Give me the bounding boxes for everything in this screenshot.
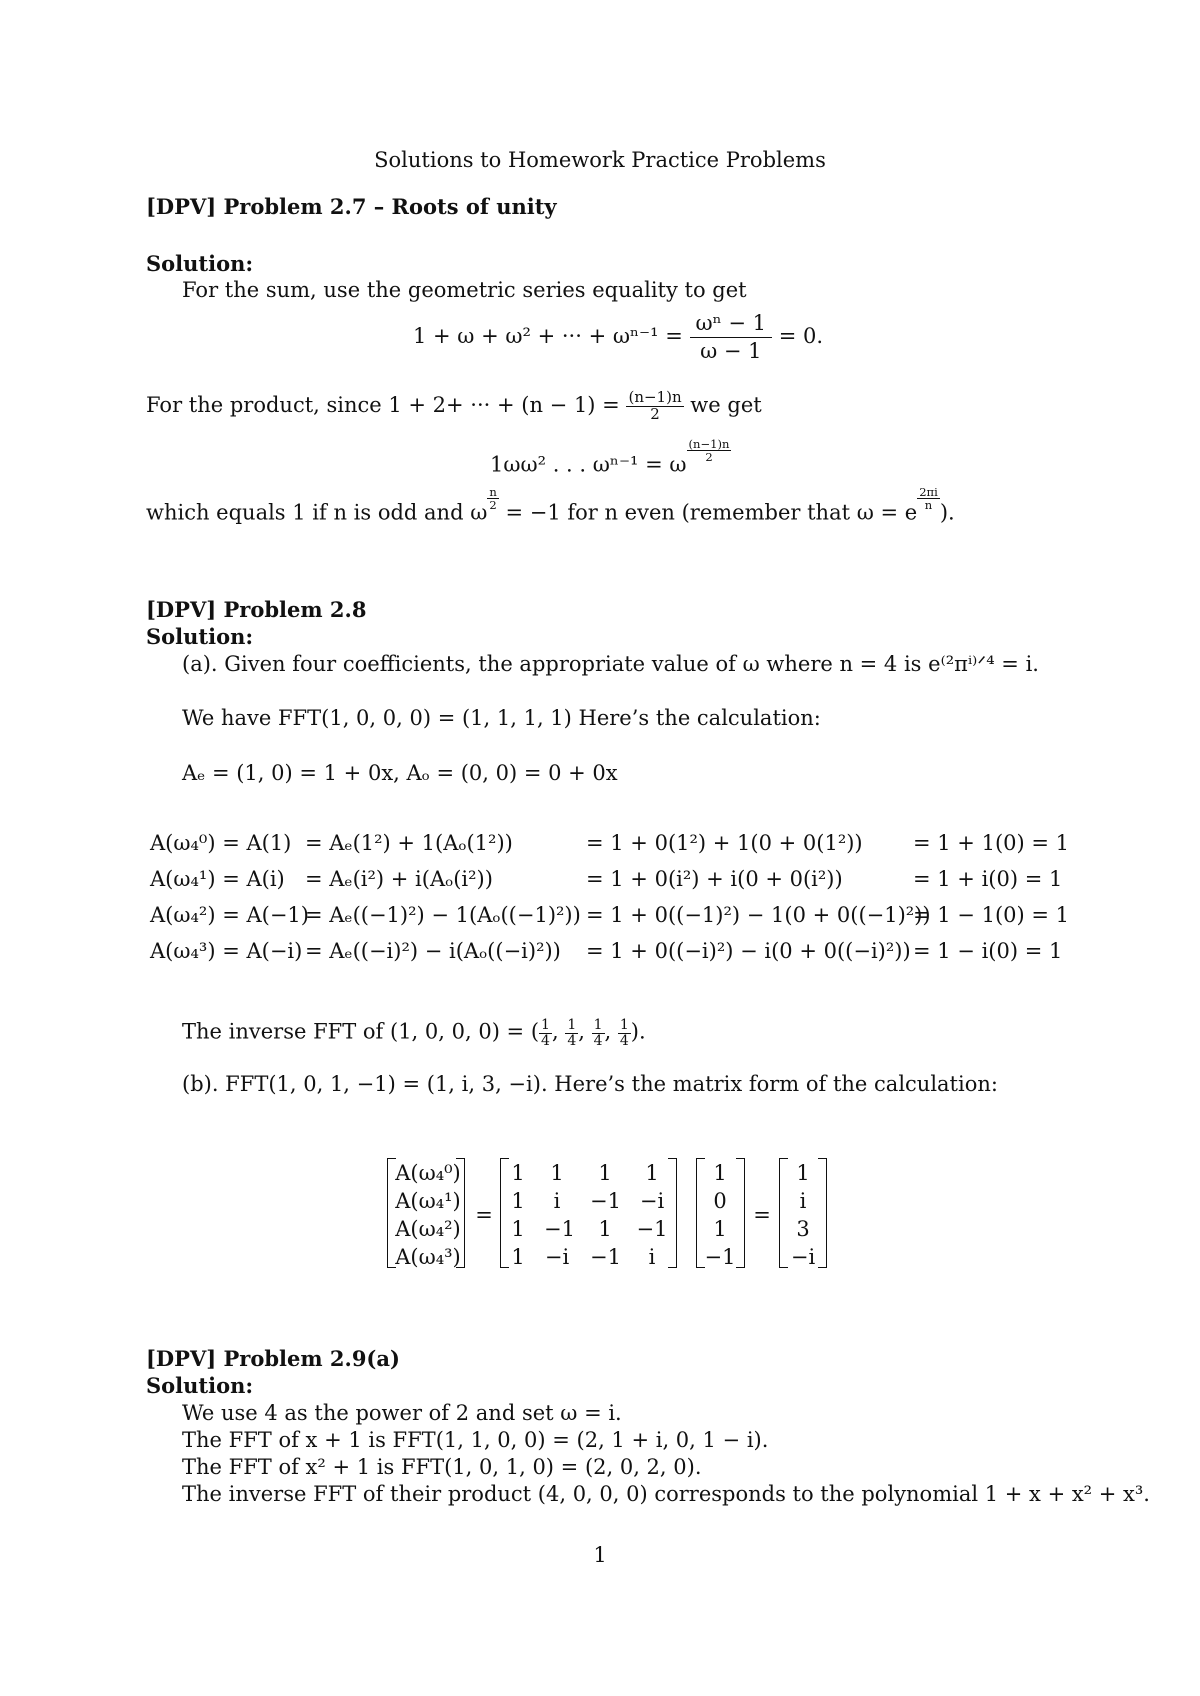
calc-cell: = Aₑ((−1)²) − 1(Aₒ((−1)²)) [305, 903, 581, 927]
vector-cell: −1 [704, 1245, 736, 1269]
problem-2-9-heading: [DPV] Problem 2.9(a) [146, 1346, 400, 1371]
part-b-line: (b). FFT(1, 0, 1, −1) = (1, i, 3, −i). Here’s the matrix form of the calculation: [182, 1072, 998, 1096]
matrix-lhs-cell: A(ω₄¹) [395, 1189, 461, 1213]
problem-2-8-solution-label: Solution: [146, 624, 254, 649]
matrix-cell: 1 [511, 1245, 525, 1269]
quarter-fraction [618, 1018, 631, 1048]
problem-2-7-solution-label: Solution: [146, 251, 254, 276]
product-intro-numerator: (n−1)n [628, 388, 682, 406]
which-equals-b: = −1 for n even (remember that ω = e [505, 500, 918, 525]
calc-cell: = Aₑ((−i)²) − i(Aₒ((−i)²)) [305, 939, 561, 963]
sum-lhs: 1 + ω + ω² + ··· + ωⁿ⁻¹ = [413, 324, 683, 348]
quarter-fraction [592, 1018, 605, 1048]
matrix-cell: 1 [511, 1161, 525, 1185]
part-a-line: (a). Given four coefficients, the appropriate value of ω where n = 4 is e⁽²πⁱ⁾ᐟ⁴ = i. [182, 652, 1039, 676]
product-intro-fraction [626, 390, 683, 423]
which-equals-line [146, 486, 955, 524]
calc-cell: = 1 − 1(0) = 1 [913, 903, 1069, 927]
right-bracket [456, 1158, 465, 1268]
calc-cell: A(ω₄³) = A(−i) [150, 939, 303, 963]
which-exponent2-fraction [917, 486, 940, 511]
vector-cell: 1 [713, 1161, 727, 1185]
fraction-denominator: 4 [619, 1032, 629, 1049]
product-intro-denominator: 2 [650, 404, 660, 423]
result-cell: 3 [796, 1217, 810, 1241]
vector-cell: 0 [713, 1189, 727, 1213]
quarter-fraction [539, 1018, 552, 1048]
matrix-cell: 1 [511, 1217, 525, 1241]
sum-denominator: ω − 1 [700, 339, 762, 363]
matrix-cell: 1 [511, 1189, 525, 1213]
sum-numerator: ωⁿ − 1 [690, 313, 773, 338]
product-equation [490, 438, 731, 476]
sum-fraction [690, 313, 773, 362]
calc-cell: = 1 − i(0) = 1 [913, 939, 1063, 963]
fraction-denominator: 4 [541, 1032, 550, 1049]
calc-cell: = Aₑ(1²) + 1(Aₒ(1²)) [305, 831, 513, 855]
matrix-cell: 1 [645, 1161, 659, 1185]
inverse-fft-text: The inverse FFT of (1, 0, 0, 0) = ( [182, 1019, 540, 1044]
which-exponent2-numerator: 2πi [919, 485, 938, 499]
product-equation-main: 1ωω² . . . ωⁿ⁻¹ = ω [490, 452, 687, 477]
matrix-cell: −1 [544, 1217, 575, 1241]
product-intro: For the product, since 1 + 2+ ··· + (n − 1) = [146, 392, 620, 417]
solution-line: The FFT of x² + 1 is FFT(1, 0, 1, 0) = (2, 0, 2, 0). [182, 1455, 702, 1479]
which-exponent-denominator: 2 [489, 498, 497, 513]
sum-equation [413, 313, 823, 362]
result-cell: 1 [796, 1161, 810, 1185]
calc-cell: = 1 + 1(0) = 1 [913, 831, 1069, 855]
calc-cell: = Aₑ(i²) + i(Aₒ(i²)) [305, 867, 493, 891]
product-exponent-denominator: 2 [705, 450, 713, 465]
calc-cell: A(ω₄⁰) = A(1) [150, 831, 292, 855]
matrix-lhs-cell: A(ω₄²) [395, 1217, 461, 1241]
right-bracket [668, 1158, 677, 1268]
fraction-numerator: 1 [593, 1017, 603, 1033]
problem-2-7-heading: [DPV] Problem 2.7 – Roots of unity [146, 194, 557, 219]
product-intro-tail: we get [690, 392, 762, 417]
product-exponent-numerator: (n−1)n [688, 437, 730, 451]
right-bracket [736, 1158, 745, 1268]
which-exponent-numerator: n [489, 485, 497, 499]
which-equals-c: ). [939, 500, 955, 525]
inverse-fft-line: The inverse FFT of (1, 0, 0, 0) = ( $\frac{1}{4}$ , $\frac{1}{4}$ , $\frac{1}{4}$ , $\frac{1}{4}$ ). [182, 1017, 646, 1049]
solution-line: The FFT of x + 1 is FFT(1, 1, 0, 0) = (2, 1 + i, 0, 1 − i). [182, 1428, 769, 1452]
calc-cell: = 1 + i(0) = 1 [913, 867, 1063, 891]
which-exponent2-denominator: n [924, 498, 933, 513]
fraction-denominator: 4 [567, 1032, 577, 1049]
problem-2-8-heading: [DPV] Problem 2.8 [146, 597, 367, 622]
matrix-cell: −i [544, 1245, 570, 1269]
calc-cell: A(ω₄¹) = A(i) [150, 867, 285, 891]
sum-rhs: = 0. [778, 324, 824, 348]
problem-2-9-solution-label: Solution: [146, 1373, 254, 1398]
solution-line: We use 4 as the power of 2 and set ω = i. [182, 1401, 622, 1425]
ae-ao-line: Aₑ = (1, 0) = 1 + 0x, Aₒ = (0, 0) = 0 + 0x [182, 761, 618, 785]
vector-cell: 1 [713, 1217, 727, 1241]
quarter-fraction [565, 1018, 578, 1048]
fft-line: We have FFT(1, 0, 0, 0) = (1, 1, 1, 1) Here’s the calculation: [182, 706, 821, 730]
fraction-numerator: 1 [541, 1017, 550, 1033]
equals-sign: = [475, 1203, 493, 1227]
page-title: Solutions to Homework Practice Problems [374, 148, 826, 172]
fraction-numerator: 1 [567, 1017, 577, 1033]
product-intro-line [146, 390, 762, 423]
calc-cell: = 1 + 0((−1)²) − 1(0 + 0((−1)²)) [586, 903, 931, 927]
calc-cell: = 1 + 0(1²) + 1(0 + 0(1²)) [586, 831, 863, 855]
product-exponent-fraction [687, 438, 732, 463]
calc-cell: = 1 + 0(i²) + i(0 + 0(i²)) [586, 867, 843, 891]
matrix-cell: −1 [636, 1217, 668, 1241]
matrix-lhs-cell: A(ω₄⁰) [395, 1161, 461, 1185]
calc-cell: A(ω₄²) = A(−1) [150, 903, 309, 927]
matrix-cell: −i [639, 1189, 665, 1213]
which-equals-a: which equals 1 if n is odd and ω [146, 500, 488, 525]
matrix-cell: 1 [598, 1161, 612, 1185]
matrix-lhs-cell: A(ω₄³) [395, 1245, 461, 1269]
which-exponent-fraction [487, 486, 498, 511]
equals-sign: = [753, 1203, 771, 1227]
matrix-cell: 1 [550, 1161, 564, 1185]
page-number: 1 [593, 1543, 607, 1567]
matrix-cell: i [648, 1245, 656, 1269]
sum-intro-text: For the sum, use the geometric series equality to get [182, 278, 747, 302]
calc-cell: = 1 + 0((−i)²) − i(0 + 0((−i)²)) [586, 939, 911, 963]
matrix-cell: 1 [598, 1217, 612, 1241]
solution-line: The inverse FFT of their product (4, 0, 0, 0) corresponds to the polynomial 1 + x + x² + x³. [182, 1482, 1150, 1506]
right-bracket [818, 1158, 827, 1268]
result-cell: −i [790, 1245, 816, 1269]
matrix-cell: −1 [590, 1189, 621, 1213]
fraction-numerator: 1 [619, 1017, 629, 1033]
result-cell: i [799, 1189, 807, 1213]
fraction-denominator: 4 [593, 1032, 603, 1049]
inverse-fft-tail: ). [630, 1019, 646, 1044]
matrix-cell: −1 [590, 1245, 621, 1269]
matrix-cell: i [553, 1189, 561, 1213]
